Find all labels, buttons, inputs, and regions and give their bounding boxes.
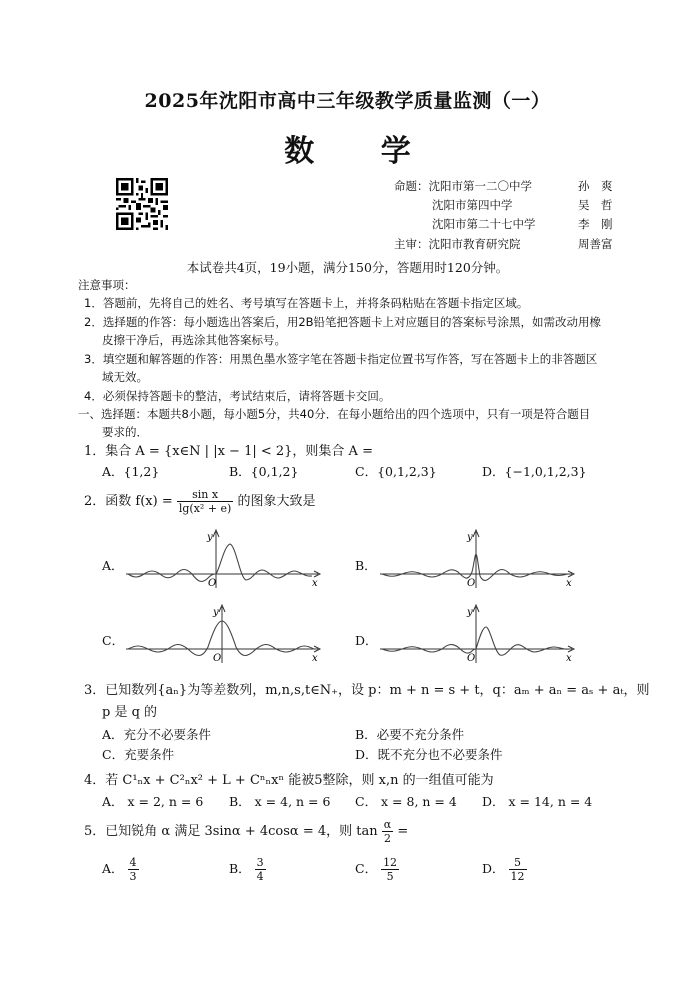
q2-graph-d [378, 603, 576, 665]
q2-d-y-label: y [467, 607, 473, 618]
q5-stem: 5．已知锐角 α 满足 3sinα + 4cosα = 4，则 tan $\frac{\alpha}{2}$ = [84, 818, 409, 845]
q4-stem: 4．若 C¹ₙx + C²ₙx² + L + Cⁿₙxⁿ 能被5整除，则 x,n 的一组值可能为 [84, 773, 494, 788]
q5-option-d: D． $\frac{5}{12}$ [482, 856, 525, 883]
q3-stem-line2: p 是 q 的 [102, 705, 158, 720]
q2-option-d-label: D． [355, 633, 378, 648]
credits-name-3: 李 刚 [578, 217, 613, 231]
q3-option-d: D．既不充分也不必要条件 [355, 747, 503, 762]
q2-c-x-label: x [312, 653, 318, 664]
notice-item-4: 4．必须保持答题卡的整洁，考试结束后，请将答题卡交回。 [84, 389, 391, 403]
q1-option-d: D．{−1,0,1,2,3} [482, 464, 587, 479]
notice-item-2-cont: 皮擦干净后，再选涂其他答案标号。 [102, 333, 286, 347]
q2-a-y-label: y [207, 532, 213, 543]
q2-a-origin: O [208, 578, 217, 589]
q2-fraction: $\frac{\text{sin x}}{\text{lg(x² + e)}}$ [178, 488, 232, 515]
q1-option-b: B．{0,1,2} [229, 464, 299, 479]
reviewer-label: 主审： [394, 237, 429, 251]
q5-option-b: B． $\frac{3}{4}$ [229, 856, 264, 883]
q4-option-a: A． x = 2, n = 6 [102, 794, 204, 809]
q2-option-c-label: C． [102, 633, 125, 648]
notice-item-2: 2．选择题的作答：每小题选出答案后，用2B铅笔把答题卡上对应题目的答案标号涂黑，如需改动用橡 [84, 315, 602, 329]
section1-line2: 要求的． [102, 425, 148, 439]
q5-stem-fraction: $\frac{\alpha}{2}$ [383, 818, 392, 845]
credits-name-2: 吴 哲 [578, 198, 613, 212]
q2-option-a-label: A． [102, 558, 124, 573]
credits-row-3: 沈阳市第二十七中学 [432, 217, 536, 231]
q2-b-x-label: x [566, 578, 572, 589]
q2-d-x-label: x [566, 653, 572, 664]
q2-a-x-label: x [312, 578, 318, 589]
q2-graph-c [124, 603, 322, 665]
notice-item-1: 1．答题前，先将自己的姓名、考号填写在答题卡上，并将条码粘贴在答题卡指定区域。 [84, 296, 529, 310]
q2-c-origin: O [213, 653, 222, 664]
section1-line1: 一、选择题：本题共8小题，每小题5分，共40分．在每小题给出的四个选项中，只有一项是符合题目 [78, 407, 591, 421]
credits-name-4: 周善富 [578, 237, 613, 251]
q3-stem-line1: 3．已知数列{aₙ}为等差数列，m,n,s,t∈N₊，设 p：m + n = s + t，q：aₘ + aₙ = aₛ + aₜ，则 [84, 683, 650, 698]
q5-option-c: C． $\frac{12}{5}$ [355, 856, 398, 883]
q3-option-a: A．充分不必要条件 [102, 727, 212, 742]
q2-c-y-label: y [213, 607, 219, 618]
q1-stem: 1．集合 A = {x∈N | |x − 1| < 2}，则集合 A = [84, 444, 373, 459]
q4-option-b: B． x = 4, n = 6 [229, 794, 331, 809]
q2-b-y-label: y [467, 532, 473, 543]
q1-option-c: C．{0,1,2,3} [355, 464, 437, 479]
credits-row-4: 主审：沈阳市教育研究院 [394, 237, 521, 251]
credits-name-1: 孙 爽 [578, 179, 613, 193]
proposition-label: 命题： [394, 179, 429, 193]
paper-title: 2025年沈阳市高中三年级教学质量监测（一） [144, 90, 551, 112]
notice-item-3: 3．填空题和解答题的作答：用黑色墨水签字笔在答题卡指定位置书写作答，写在答题卡上的非答题区 [84, 352, 598, 366]
q3-option-b: B．必要不充分条件 [355, 727, 465, 742]
q2-b-origin: O [467, 578, 476, 589]
q2-d-origin: O [467, 653, 476, 664]
q3-option-c: C．充要条件 [102, 747, 175, 762]
notice-heading: 注意事项： [78, 278, 136, 292]
qr-code-icon [116, 178, 168, 230]
notice-item-3-cont: 域无效。 [102, 370, 148, 384]
q2-graph-a [124, 528, 322, 590]
q4-option-c: C． x = 8, n = 4 [355, 794, 457, 809]
subject-title: 数 学 [284, 134, 439, 169]
q2-stem: 2．函数 f(x) = $\frac{\text{sin x}}{\text{lg(x² + e)}}$ 的图象大致是 [84, 488, 316, 515]
credits-row-1: 命题：沈阳市第一二〇中学 [394, 179, 532, 193]
q1-option-a: A．{1,2} [102, 464, 160, 479]
q2-option-b-label: B． [355, 558, 377, 573]
q5-option-a: A． $\frac{4}{3}$ [102, 856, 137, 883]
exam-info: 本试卷共4页，19小题，满分150分，答题用时120分钟。 [186, 260, 509, 275]
q2-graph-b [378, 528, 576, 590]
credits-row-2: 沈阳市第四中学 [432, 198, 513, 212]
q4-option-d: D． x = 14, n = 4 [482, 794, 593, 809]
